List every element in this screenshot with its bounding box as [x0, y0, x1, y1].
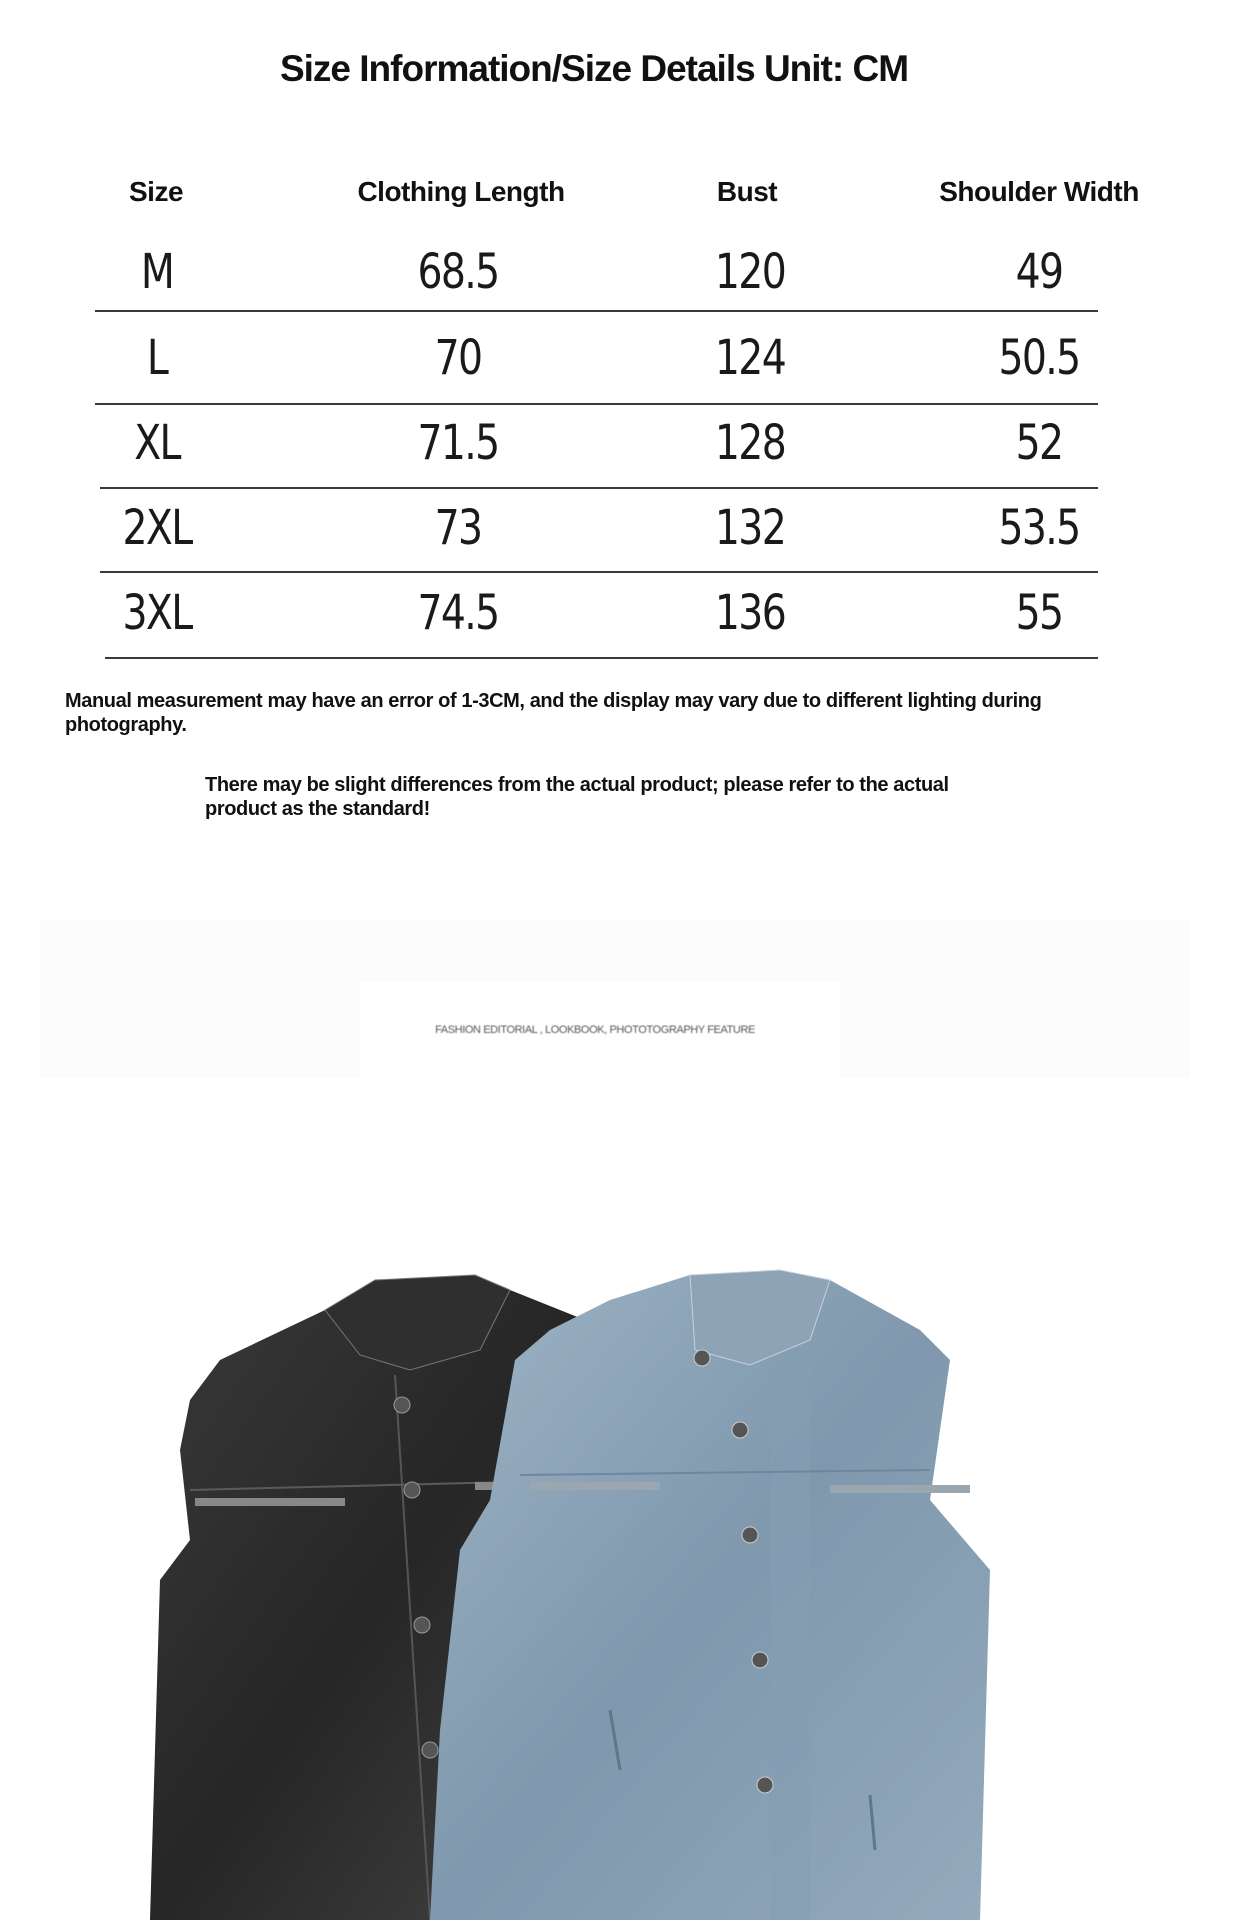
- button-icon: [404, 1482, 420, 1498]
- page-title: Size Information/Size Details Unit: CM: [279, 48, 909, 89]
- row-divider: [100, 487, 1098, 489]
- cell-bust: 124: [714, 330, 786, 386]
- cell-clothing-length: 71.5: [417, 415, 499, 471]
- button-icon: [394, 1397, 410, 1413]
- cell-size: 3XL: [122, 585, 192, 641]
- cell-bust: 132: [714, 500, 786, 556]
- product-photo: [130, 1250, 1120, 1920]
- cell-shoulder-width: 50.5: [998, 330, 1080, 386]
- header-shoulder-width: Shoulder Width: [939, 176, 1139, 207]
- button-icon: [752, 1652, 768, 1668]
- row-divider: [105, 657, 1098, 659]
- header-size: Size: [128, 176, 184, 207]
- row-divider: [95, 310, 1098, 312]
- button-icon: [732, 1422, 748, 1438]
- zipper-icon: [530, 1482, 660, 1490]
- product-note-line1: There may be slight differences from the actual product; please refer to the actual: [205, 774, 949, 796]
- header-clothing-length: Clothing Length: [357, 176, 565, 207]
- cell-shoulder-width: 55: [1015, 585, 1063, 641]
- product-note-line2: product as the standard!: [205, 798, 430, 820]
- button-icon: [757, 1777, 773, 1793]
- cell-bust: 128: [714, 415, 786, 471]
- cell-clothing-length: 70: [434, 330, 482, 386]
- button-icon: [414, 1617, 430, 1633]
- editorial-caption: FASHION EDITORIAL , LOOKBOOK, PHOTOTOGRAPHY FEATURE: [435, 1024, 755, 1036]
- product-note: [205, 773, 949, 821]
- cell-size: L: [146, 330, 168, 386]
- row-divider: [100, 571, 1098, 573]
- header-bust: Bust: [716, 176, 778, 207]
- cell-size: XL: [134, 415, 180, 471]
- cell-shoulder-width: 52: [1015, 415, 1063, 471]
- measurement-note-line1: Manual measurement may have an error of 1-3CM, and the display may vary due to different lighting during: [65, 690, 1042, 712]
- cell-bust: 136: [714, 585, 786, 641]
- zipper-icon: [195, 1498, 345, 1506]
- row-divider: [95, 403, 1098, 405]
- cell-size: 2XL: [122, 500, 192, 556]
- cell-clothing-length: 73: [434, 500, 482, 556]
- cell-clothing-length: 74.5: [417, 585, 499, 641]
- zipper-icon: [830, 1485, 970, 1493]
- measurement-note: [65, 689, 1041, 737]
- measurement-note-line2: photography.: [65, 714, 187, 736]
- cell-shoulder-width: 49: [1015, 244, 1063, 300]
- button-icon: [422, 1742, 438, 1758]
- cell-bust: 120: [714, 244, 786, 300]
- cell-clothing-length: 68.5: [417, 244, 499, 300]
- button-icon: [742, 1527, 758, 1543]
- blue-vest: [430, 1270, 990, 1920]
- cell-shoulder-width: 53.5: [998, 500, 1080, 556]
- button-icon: [694, 1350, 710, 1366]
- cell-size: M: [140, 244, 174, 300]
